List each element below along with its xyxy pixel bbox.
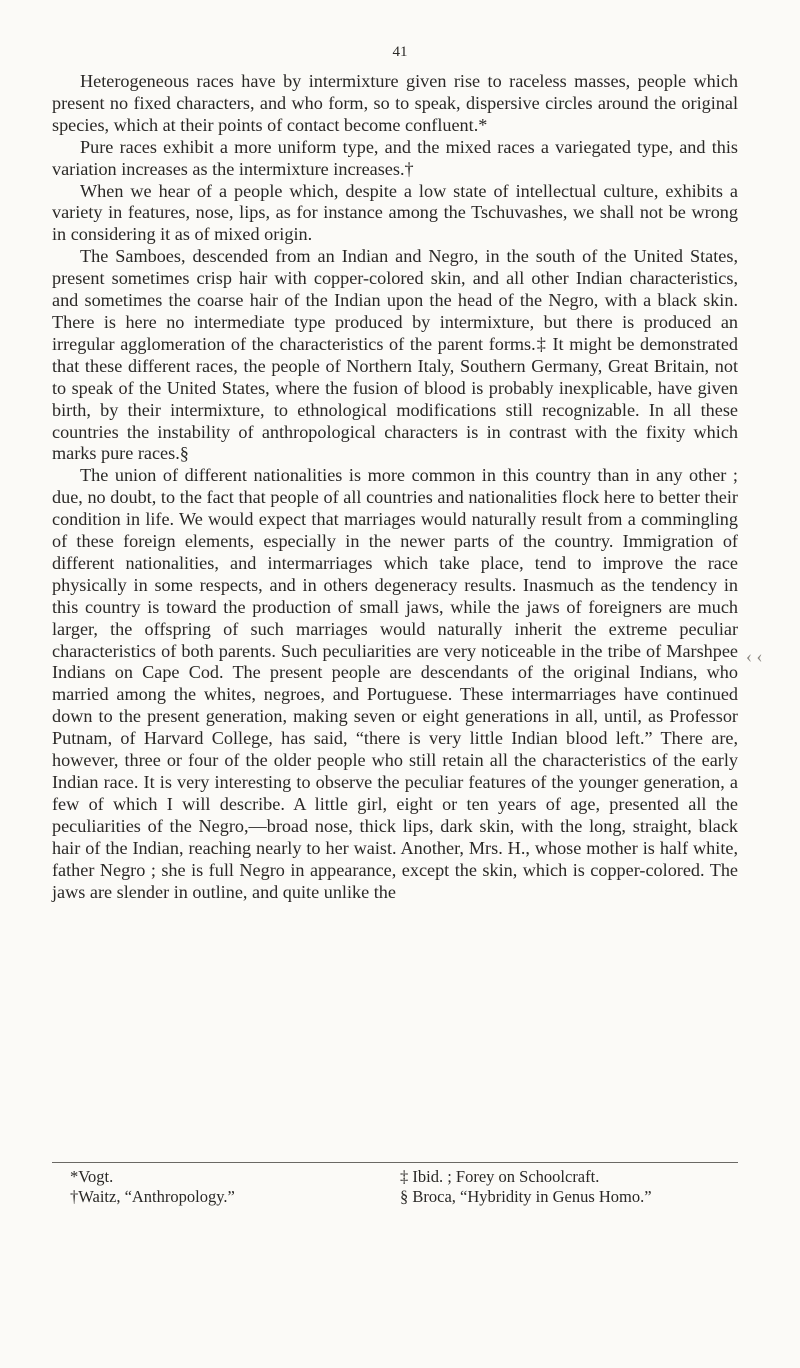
paragraph-5: The union of different nationalities is more common in this country than in any other ; due, no doubt, to the fact that people of all countries and nationalities flock here to better their condition in life. We would expect that marriages would naturally result from a commingling of these foreign elements, especially in the newer parts of the country. Immigration of different nationalities, and intermarriages which take place, tend to improve the race physically in some respects, and in others degeneracy results. Inasmuch as the tendency in this country is toward the production of small jaws, while the jaws of foreigners are much larger, the offspring of such marriages would naturally inherit the extreme peculiar characteristics of both parents. Such peculiarities are very noticeable in the tribe of Marshpee Indians on Cape Cod. The present people are descendants of the original Indians, who married among the whites, negroes, and Portuguese. These intermarriages have continued down to the present generation, making seven or eight generations in all, until, as Professor Putnam, of Harvard College, has said, “there is very little Indian blood left.” There are, however, three or four of the older people who still retain all the characteristics of the early Indian race. It is very interesting to observe the peculiar features of the younger generation, a few of which I will describe. A little girl, eight or ten years of age, presented all the peculiarities of the Negro,—broad nose, thick lips, dark skin, with the long, straight, black hair of the Indian, reaching nearly to her waist. Another, Mrs. H., whose mother is half white, father Negro ; she is full Negro in appearance, except the skin, which is copper-colored. The jaws are slender in outline, and quite unlike the — [52, 465, 738, 902]
paragraph-3: When we hear of a people which, despite a low state of intellectual culture, exhibits a variety in features, nose, lips, as for instance among the Tschuvashes, we shall not be wrong in considering it as of mixed origin. — [52, 180, 738, 245]
page-number: 41 — [392, 44, 408, 60]
margin-pencil-mark: ‹ ‹ — [746, 646, 763, 666]
body-text — [52, 71, 738, 903]
footnote-vogt: *Vogt. — [70, 1167, 114, 1186]
footnote-ibid: ‡ Ibid. ; Forey on Schoolcraft. — [400, 1167, 600, 1186]
footnote-row — [52, 1167, 738, 1187]
paragraph-1: Heterogeneous races have by intermixture given rise to raceless masses, people which present no fixed characters, and who form, so to speak, dispersive circles around the original species, which at their points of contact become confluent.* — [52, 71, 738, 135]
footnote-waitz: †Waitz, “Anthropology.” — [70, 1187, 235, 1206]
footnote-broca: § Broca, “Hybridity in Genus Homo.” — [400, 1187, 652, 1206]
footnote-row — [52, 1187, 738, 1207]
footnote-divider — [52, 1162, 738, 1163]
paragraph-4: The Samboes, descended from an Indian and Negro, in the south of the United States, present sometimes crisp hair with copper-colored skin, and all other Indian characteristics, and sometimes the coarse hair of the Indian upon the head of the Negro, with a black skin. There is here no intermediate type produced by intermixture, but there is produced an irregular agglomeration of the characteristics of the parent forms.‡ It might be demonstrated that these different races, the people of Northern Italy, Southern Germany, Great Britain, not to speak of the United States, where the fusion of blood is probably inexplicable, have given birth, by their intermixture, to ethnological modifications still recognizable. In all these countries the instability of anthropological characters is in contrast with the fixity which marks pure races.§ — [52, 246, 738, 464]
paragraph-2: Pure races exhibit a more uniform type, and the mixed races a variegated type, and this variation increases as the intermixture increases.† — [52, 136, 738, 179]
footnotes — [52, 1167, 738, 1207]
